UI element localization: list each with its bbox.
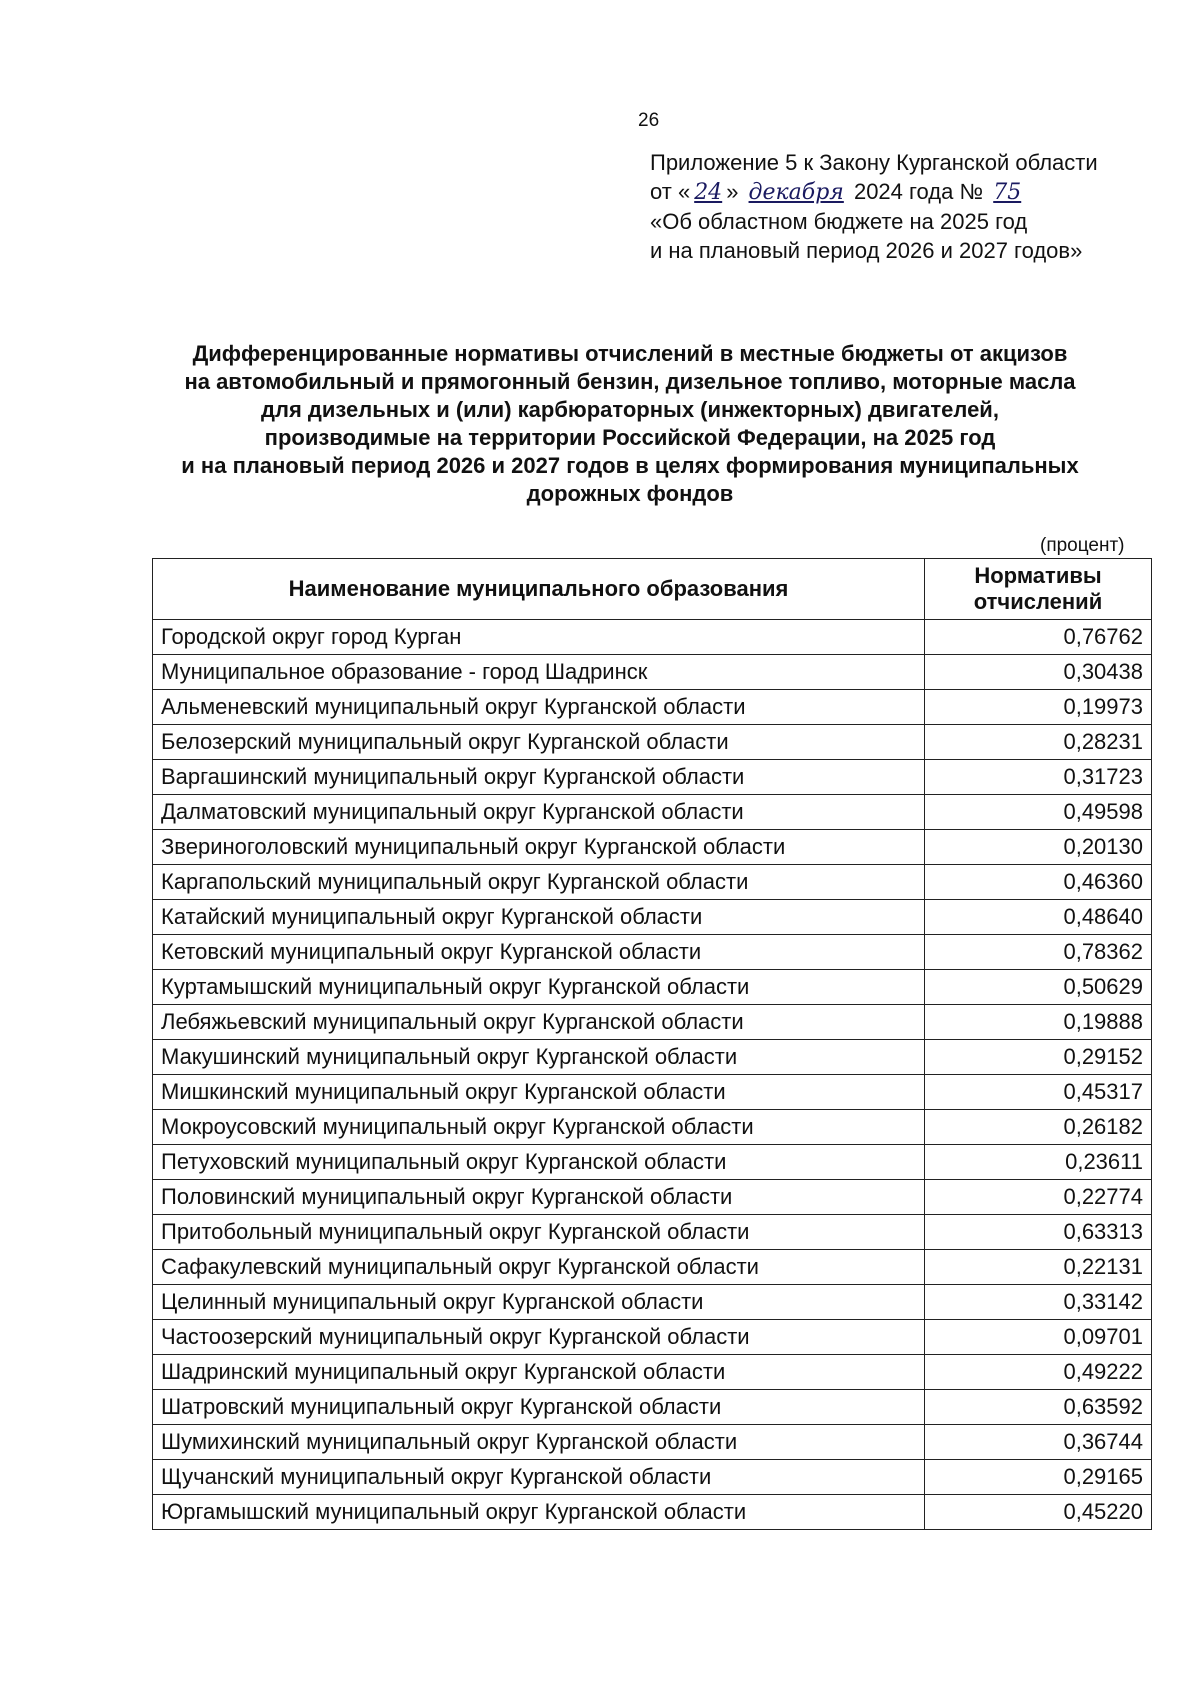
allocation-value: 0,22131 [925,1250,1152,1285]
municipality-name: Щучанский муниципальный округ Курганской области [153,1460,925,1495]
allocation-value: 0,46360 [925,865,1152,900]
document-title: Дифференцированные нормативы отчислений в местные бюджеты от акцизов на автомобильный и прямогонный бензин, дизельное топливо, моторные масла для дизельных и (или) карбюраторных (инжекторных) двигателей, производимые на территории Российской Федерации, на 2025 год и на плановый период 2026 и 2027 годов в целях формирования муниципальных дорожных фондов [181,341,1079,506]
municipality-name: Белозерский муниципальный округ Курганской области [153,725,925,760]
allocation-value: 0,33142 [925,1285,1152,1320]
allocation-value: 0,36744 [925,1425,1152,1460]
municipality-name: Мишкинский муниципальный округ Курганской области [153,1075,925,1110]
allocation-value: 0,23611 [925,1145,1152,1180]
allocation-value: 0,30438 [925,655,1152,690]
allocation-value: 0,22774 [925,1180,1152,1215]
unit-label: (процент) [1040,535,1125,556]
allocation-value: 0,31723 [925,760,1152,795]
allocation-value: 0,49222 [925,1355,1152,1390]
municipality-name: Городской округ город Курган [153,620,925,655]
municipality-name: Юргамышский муниципальный округ Курганской области [153,1495,925,1530]
municipality-name: Катайский муниципальный округ Курганской области [153,900,925,935]
allocation-value: 0,76762 [925,620,1152,655]
allocation-value: 0,20130 [925,830,1152,865]
handwritten-month: декабря [748,180,844,205]
table-row [153,795,1152,830]
municipality-name: Далматовский муниципальный округ Курганской области [153,795,925,830]
table-row [153,1250,1152,1285]
allocation-value: 0,19888 [925,1005,1152,1040]
allocation-value: 0,78362 [925,935,1152,970]
appendix-line4: и на плановый период 2026 и 2027 годов» [650,238,1083,263]
table-row [153,1320,1152,1355]
municipality-name: Целинный муниципальный округ Курганской области [153,1285,925,1320]
municipality-name: Куртамышский муниципальный округ Курганской области [153,970,925,1005]
allocation-value: 0,45220 [925,1495,1152,1530]
table-row [153,1075,1152,1110]
municipality-name: Кетовский муниципальный округ Курганской области [153,935,925,970]
municipality-name: Шатровский муниципальный округ Курганской области [153,1390,925,1425]
table-row [153,1460,1152,1495]
table-row [153,1040,1152,1075]
municipality-name: Лебяжьевский муниципальный округ Курганской области [153,1005,925,1040]
municipality-name: Шадринский муниципальный округ Курганской области [153,1355,925,1390]
table-row [153,690,1152,725]
table-row [153,830,1152,865]
allocation-value: 0,28231 [925,725,1152,760]
municipality-name: Мокроусовский муниципальный округ Курганской области [153,1110,925,1145]
municipality-name: Варгашинский муниципальный округ Курганской области [153,760,925,795]
table-row [153,1215,1152,1250]
municipality-name: Шумихинский муниципальный округ Курганской области [153,1425,925,1460]
table-row [153,935,1152,970]
allocation-value: 0,26182 [925,1110,1152,1145]
allocation-value: 0,29152 [925,1040,1152,1075]
municipality-name: Макушинский муниципальный округ Курганской области [153,1040,925,1075]
table-row [153,970,1152,1005]
municipality-name: Петуховский муниципальный округ Курганской области [153,1145,925,1180]
page-number: 26 [638,110,660,131]
municipality-name: Притобольный муниципальный округ Курганской области [153,1215,925,1250]
allocation-value: 0,63313 [925,1215,1152,1250]
appendix-line3: «Об областном бюджете на 2025 год [650,209,1028,234]
allocation-table [152,558,1152,1530]
municipality-name: Звериноголовский муниципальный округ Курганской области [153,830,925,865]
allocation-value: 0,48640 [925,900,1152,935]
table-row [153,1285,1152,1320]
table-row [153,865,1152,900]
municipality-name: Альменевский муниципальный округ Курганской области [153,690,925,725]
municipality-name: Сафакулевский муниципальный округ Курганской области [153,1250,925,1285]
table-row [153,620,1152,655]
appendix-line1: Приложение 5 к Закону Курганской области [650,150,1098,175]
municipality-name: Частоозерский муниципальный округ Курганской области [153,1320,925,1355]
appendix-header [650,148,1098,265]
header-value: Нормативы отчислений [925,559,1152,620]
municipality-name: Каргапольский муниципальный округ Курганской области [153,865,925,900]
allocation-value: 0,29165 [925,1460,1152,1495]
municipality-name: Муниципальное образование - город Шадринск [153,655,925,690]
table-row [153,1425,1152,1460]
table-row [153,1355,1152,1390]
handwritten-day: 24 [694,180,723,205]
appendix-line2: от « 24 » декабря 2024 года № 75 [650,177,1098,207]
header-name: Наименование муниципального образования [153,559,925,620]
allocation-value: 0,45317 [925,1075,1152,1110]
table-row [153,1180,1152,1215]
table-row [153,655,1152,690]
table-row [153,900,1152,935]
table-row [153,1145,1152,1180]
allocation-value: 0,49598 [925,795,1152,830]
table-row [153,1110,1152,1145]
allocation-value: 0,63592 [925,1390,1152,1425]
allocation-value: 0,09701 [925,1320,1152,1355]
handwritten-number: 75 [993,180,1022,205]
municipality-name: Половинский муниципальный округ Курганской области [153,1180,925,1215]
table-row [153,725,1152,760]
allocation-value: 0,50629 [925,970,1152,1005]
table-row [153,1390,1152,1425]
allocation-value: 0,19973 [925,690,1152,725]
table-row [153,1495,1152,1530]
table-row [153,1005,1152,1040]
table-row [153,760,1152,795]
